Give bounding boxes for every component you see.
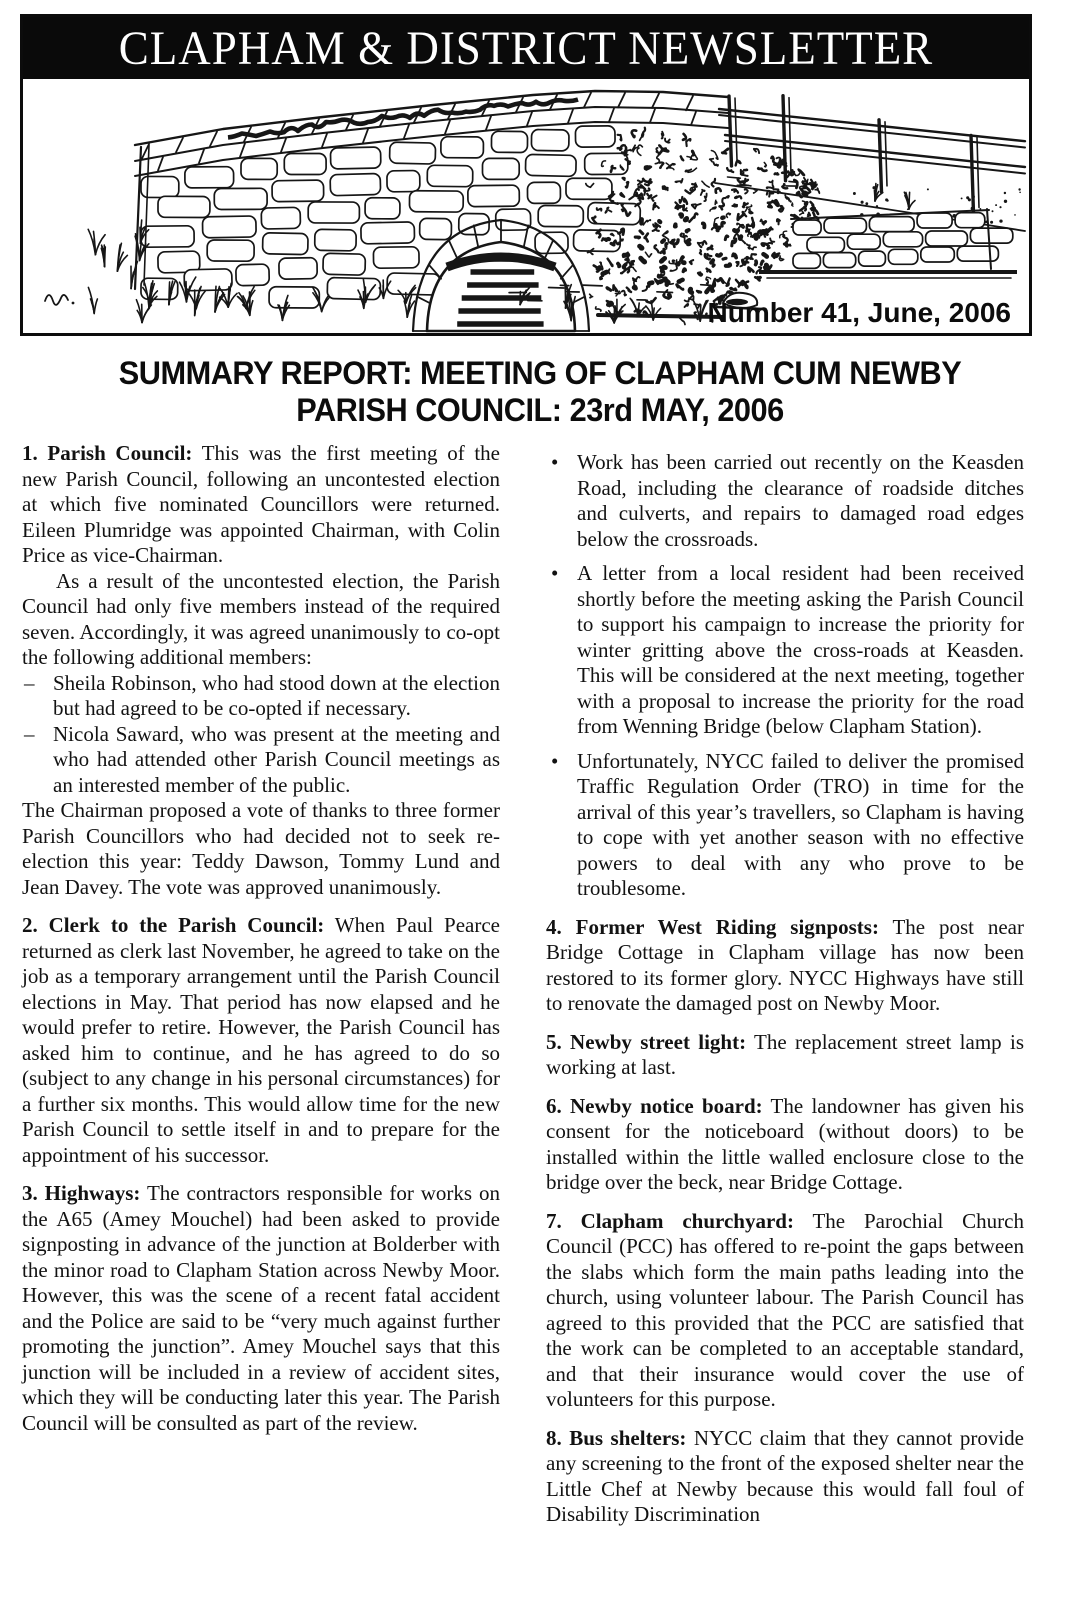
article-columns [22, 441, 1024, 1528]
section-paragraph [22, 1181, 500, 1436]
paragraph-text: Sheila Robinson, who had stood down at the election but had agreed to be co-opted if necessary. [53, 670, 500, 720]
section-paragraph [546, 1030, 1024, 1081]
section-lead: 8. Bus shelters: [546, 1425, 687, 1450]
headline-line-2: PARISH COUNCIL: 23rd MAY, 2006 [296, 392, 784, 428]
section-text: The replacement street lamp is working at last. [546, 1029, 1024, 1079]
section-text: The Parochial Church Council (PCC) has offered to re-point the gaps between the slabs which form the main paths leading into the church, using volunteer labour. The Parish Council has agreed to this provided that the PCC are satisfied that the work can be completed to an acceptable standard, and that their insurance would cover the use of volunteers for this purpose. [546, 1208, 1024, 1411]
section-paragraph [546, 1426, 1024, 1528]
paragraph-text: Nicola Saward, who was present at the meeting and who had attended other Parish Council meetings as an interested member of the public. [53, 721, 500, 797]
section-paragraph [546, 1094, 1024, 1196]
section-text: The post near Bridge Cottage in Clapham village has now been restored to its former glory. NYCC Highways have still to renovate the damaged post on Newby Moor. [546, 914, 1024, 1015]
section-lead: 5. Newby street light: [546, 1029, 747, 1054]
headline-line-1: SUMMARY REPORT: MEETING OF CLAPHAM CUM NEWBY [118, 355, 962, 391]
dash-marker: – [24, 670, 35, 695]
section-lead: 4. Former West Riding signposts: [546, 914, 879, 939]
masthead-panel [20, 14, 1032, 336]
section-text: The contractors responsible for works on the A65 (Amey Mouchel) had been asked to provide signposting in advance of the junction at Bolderber with the minor road to Clapham Station across Newby Moor. However, this was the scene of a recent fatal accident and the Police are said to be “very much against further promoting the junction”. Amey Mouchel says that this junction will be included in a review of accident sites, which they will be conducting later this year. The Parish Council will be consulted as part of the review. [22, 1181, 501, 1435]
bullet-marker: • [551, 450, 559, 474]
bridge-illustration [23, 79, 1029, 333]
section-text: This was the first meeting of the new Parish Council, following an uncontested election at which five nominated Councillors were returned. Eileen Plumridge was appointed Chairman, with Colin Price as vice-Chairman. [22, 441, 501, 567]
paragraph-text: Unfortunately, NYCC failed to deliver the promised Traffic Regulation Order (TRO) in time for the arrival of this year’s travellers, so Clapham is having to cope with yet another season with no effective powers to deal with any who prove to be troublesome. [577, 748, 1024, 900]
section-text: The landowner has given his consent for the noticeboard (without doors) to be installed within the little walled enclosure close to the bridge over the beck, near Bridge Cottage. [546, 1093, 1024, 1194]
newsletter-title: CLAPHAM & DISTRICT NEWSLETTER [118, 21, 934, 75]
bullet-list-item [546, 749, 1024, 902]
section-paragraph [546, 1209, 1024, 1413]
section-lead: 2. Clerk to the Parish Council: [22, 913, 325, 937]
section-lead: 3. Highways: [22, 1181, 141, 1205]
masthead-bar [23, 17, 1029, 79]
report-headline [22, 355, 1059, 429]
section-lead: 6. Newby notice board: [546, 1093, 763, 1118]
section-lead: 1. Parish Council: [22, 441, 193, 465]
bullet-marker: • [551, 561, 559, 585]
dash-marker: – [24, 721, 35, 746]
issue-date: Number 41, June, 2006 [707, 297, 1011, 328]
indented-paragraph: As a result of the uncontested election, the Parish Council had only five members instead of the required seven. Accordingly, it was agreed unanimously to co-opt the following additional members: [22, 568, 500, 669]
section-text: When Paul Pearce returned as clerk last November, he agreed to take on the job as a temporary arrangement until the Parish Council elections in May. That period has now elapsed and he would prefer to retire. However, the Parish Council has asked him to continue, and he has agreed to do so (subject to any change in his personal circumstances) for a further six months. This would allow time for the new Parish Council to settle itself in and to prepare for the appointment of his successor. [22, 913, 500, 1167]
dash-list-item [22, 722, 500, 799]
section-paragraph [22, 913, 500, 1168]
section-lead: 7. Clapham churchyard: [546, 1208, 794, 1233]
dash-list-item [22, 671, 500, 722]
section-text: NYCC claim that they cannot provide any screening to the front of the exposed shelter near the Little Chef at Newby because this would fall foul of Disability Discrimination [546, 1425, 1025, 1526]
section-paragraph [22, 441, 500, 569]
paragraph-text: Work has been carried out recently on the Keasden Road, including the clearance of roadside ditches and culverts, and repairs to damaged road edges below the crossroads. [577, 450, 1024, 551]
bullet-list-item [546, 561, 1024, 740]
paragraph: The Chairman proposed a vote of thanks to three former Parish Councillors who had decided not to seek re-election this year: Teddy Dawson, Tommy Lund and Jean Davey. The vote was approved unanimously. [22, 798, 500, 899]
left-column [22, 441, 500, 1528]
right-column [546, 441, 1024, 1528]
paragraph-text: A letter from a local resident had been received shortly before the meeting asking the Parish Council to support his campaign to increase the priority for winter gritting above the cross-roads at Keasden. This will be considered at the next meeting, together with a proposal to increase the priority for the road from Wenning Bridge (below Clapham Station). [577, 561, 1024, 738]
bullet-list-item [546, 450, 1024, 552]
section-paragraph [546, 915, 1024, 1017]
bullet-marker: • [551, 748, 559, 773]
